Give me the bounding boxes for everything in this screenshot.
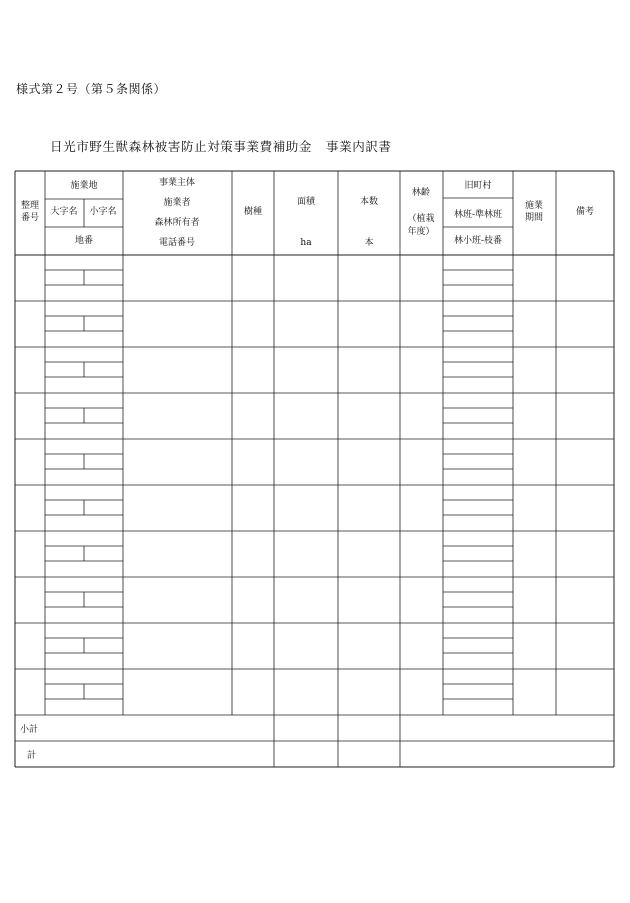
document-title-main: 日光市野生獣森林被害防止対策事業費補助金 xyxy=(50,139,313,154)
header-jushu: 樹種 xyxy=(243,207,263,217)
header-kikan-2: 期間 xyxy=(524,213,544,223)
header-oaza: 大字名 xyxy=(50,207,78,217)
header-rinpan: 林班-準林班 xyxy=(453,210,503,220)
header-chiban: 地番 xyxy=(74,236,94,246)
header-kikan-1: 施業 xyxy=(524,201,544,211)
header-seiri: 整理 xyxy=(20,201,40,211)
header-shohan: 林小班-枝番 xyxy=(453,236,503,246)
header-biko: 備考 xyxy=(575,207,595,217)
header-koaza: 小字名 xyxy=(89,207,117,217)
header-shoyusha: 森林所有者 xyxy=(154,218,200,228)
total-label: 計 xyxy=(27,751,37,761)
header-menseki: 面積 xyxy=(296,197,316,207)
header-honsu-unit: 本 xyxy=(364,238,374,248)
header-bango: 番号 xyxy=(20,213,40,223)
header-sekyochi: 施業地 xyxy=(70,181,98,191)
form-number: 様式第２号（第５条関係） xyxy=(16,82,167,96)
header-shutai: 事業主体 xyxy=(158,178,196,188)
document-title-suffix: 事業内訳書 xyxy=(326,139,392,154)
header-kyuchoson: 旧町村 xyxy=(464,181,492,191)
header-honsu: 本数 xyxy=(359,197,379,207)
header-rinrei: 林齢 xyxy=(411,188,431,198)
header-denwa: 電話番号 xyxy=(158,238,196,248)
header-menseki-unit: ha xyxy=(300,238,312,248)
header-sekyosha: 施業者 xyxy=(163,198,191,208)
header-shokusai-1: （植栽 xyxy=(407,214,435,224)
subtotal-label: 小計 xyxy=(20,725,39,735)
header-shokusai-2: 年度） xyxy=(407,227,435,237)
